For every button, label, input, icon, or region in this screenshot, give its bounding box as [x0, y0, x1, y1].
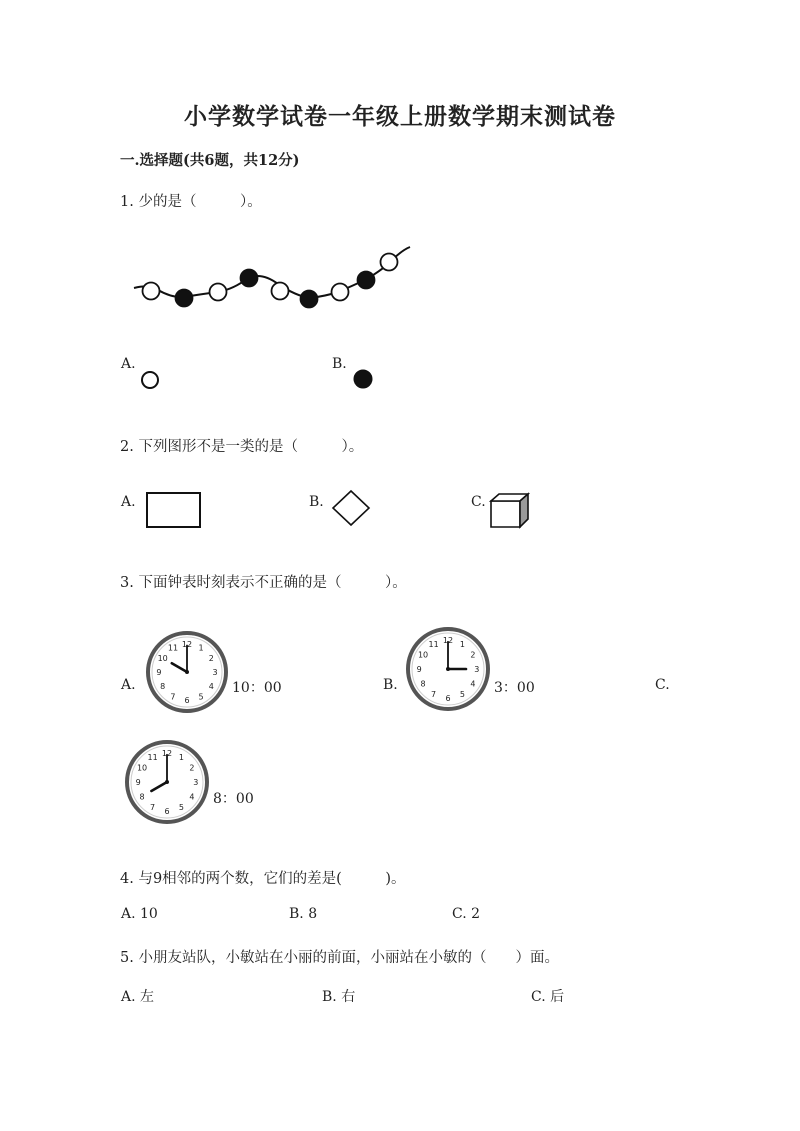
cube-icon[interactable]: [489, 491, 531, 529]
clock-number: 8: [139, 792, 145, 802]
clock-number: 9: [416, 665, 422, 674]
bead-group: [0, 0, 800, 400]
q5-option-a[interactable]: A. 左: [121, 989, 155, 1005]
white-circle-icon[interactable]: [140, 370, 160, 390]
clock-number: 3: [212, 668, 218, 677]
clock-number: 12: [442, 636, 454, 646]
black-bead: [301, 291, 318, 308]
clock-number: 9: [156, 668, 162, 677]
clock-number: 4: [470, 679, 476, 689]
clock-number: 7: [150, 802, 156, 812]
clock-number: 5: [178, 802, 184, 812]
clock-number: 2: [208, 653, 214, 663]
clock-number: 10: [157, 653, 168, 663]
clock-icon[interactable]: [124, 739, 210, 825]
white-bead: [381, 254, 398, 271]
q5-option-c[interactable]: C. 后: [531, 989, 565, 1005]
black-circle-icon[interactable]: [352, 368, 374, 390]
clock-number: 12: [161, 749, 173, 759]
black-bead: [358, 272, 375, 289]
question-1-text: 1. 少的是（ ）。: [120, 194, 262, 210]
white-bead: [332, 284, 349, 301]
clock-number: 3: [474, 665, 480, 674]
diamond-icon[interactable]: [331, 489, 371, 527]
clock-number: 3: [193, 778, 199, 787]
question-3-text: 3. 下面钟表时刻表示不正确的是（ ）。: [120, 575, 407, 591]
q3-option-a-time: 10：00: [232, 680, 282, 696]
white-bead: [143, 283, 160, 300]
clock-number: 7: [170, 692, 176, 702]
black-bead: [241, 270, 258, 287]
clock-number: 4: [189, 792, 195, 802]
clock-number: 11: [167, 643, 179, 653]
question-4-text: 4. 与9相邻的两个数，它们的差是( )。: [120, 871, 406, 887]
clock-number: 11: [147, 753, 158, 763]
clock-number: 7: [431, 689, 437, 699]
section-heading: 一.选择题(共6题，共12分): [120, 152, 300, 169]
q2-option-a-label: A.: [121, 494, 136, 510]
rectangle-icon[interactable]: [145, 491, 202, 529]
clock-number: 9: [135, 778, 141, 787]
q3-option-a-label: A.: [121, 677, 136, 693]
clock-number: 2: [189, 763, 195, 773]
q1-option-a-label: A.: [121, 356, 136, 372]
clock-number: 6: [184, 696, 190, 706]
q5-option-b[interactable]: B. 右: [322, 989, 356, 1005]
clock-number: 8: [420, 679, 426, 689]
clock-number: 12: [181, 639, 193, 649]
q3-option-c-label: C.: [655, 677, 670, 693]
clock-number: 1: [178, 753, 184, 763]
white-bead: [210, 284, 227, 301]
clock-number: 1: [198, 643, 204, 653]
q1-option-b-label: B.: [332, 356, 347, 372]
q4-option-c[interactable]: C. 2: [452, 906, 481, 922]
clock-number: 11: [428, 640, 439, 650]
clock-icon[interactable]: [145, 630, 229, 714]
clock-number: 1: [459, 640, 465, 650]
clock-icon[interactable]: [405, 626, 491, 712]
clock-number: 2: [470, 650, 476, 660]
page-title: 小学数学试卷一年级上册数学期末测试卷: [184, 103, 616, 130]
q4-option-b[interactable]: B. 8: [289, 906, 318, 922]
clock-number: 8: [160, 682, 166, 692]
question-5-text: 5. 小朋友站队，小敏站在小丽的前面，小丽站在小敏的（ ）面。: [120, 950, 559, 966]
q3-option-c-time: 8：00: [213, 791, 254, 807]
clock-number: 10: [136, 763, 148, 773]
q2-option-c-label: C.: [471, 494, 486, 510]
clock-number: 6: [164, 806, 170, 816]
q2-option-b-label: B.: [309, 494, 324, 510]
clock-number: 6: [445, 693, 451, 703]
clock-number: 10: [417, 650, 429, 660]
q4-option-a[interactable]: A. 10: [121, 906, 158, 922]
black-bead: [176, 290, 193, 307]
white-bead: [272, 283, 289, 300]
clock-number: 4: [208, 682, 214, 692]
clock-number: 5: [459, 689, 465, 699]
clock-number: 5: [198, 692, 204, 702]
q3-option-b-label: B.: [383, 677, 398, 693]
q3-option-b-time: 3：00: [494, 680, 535, 696]
question-2-text: 2. 下列图形不是一类的是（ ）。: [120, 439, 364, 455]
